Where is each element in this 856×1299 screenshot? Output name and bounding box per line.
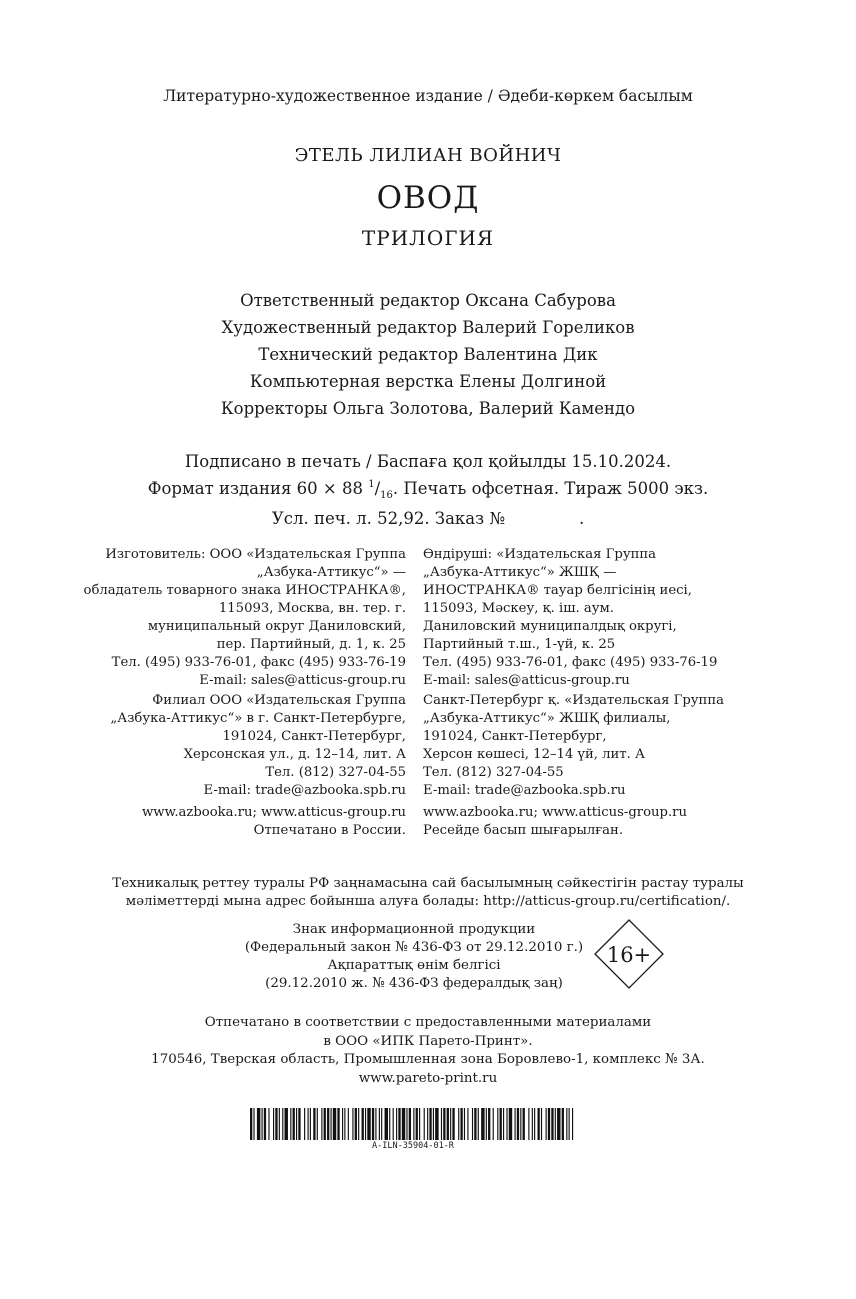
branch-ru-line: Филиал ООО «Издательская Группа — [152, 693, 406, 708]
barcode-bar — [500, 1108, 502, 1140]
barcode-bar — [331, 1108, 332, 1140]
manufacturer-kz-line: Партийный т.ш., 1-үй, к. 25 — [423, 637, 616, 652]
branch-ru — [0, 692, 406, 800]
branch-ru-line: Херсонская ул., д. 12–14, лит. А — [183, 747, 406, 762]
barcode-bar — [333, 1108, 336, 1140]
barcode-bar — [419, 1108, 420, 1140]
barcode-bar — [250, 1108, 252, 1140]
barcode-bar — [372, 1108, 374, 1140]
age-rating-badge — [594, 919, 664, 989]
branch-kz-line: Херсон көшесі, 12–14 үй, лит. А — [423, 747, 645, 762]
barcode-bar — [409, 1108, 411, 1140]
barcode-bar — [273, 1108, 274, 1140]
author-name: ЭТЕЛЬ ЛИЛИАН ВОЙНИЧ — [294, 145, 562, 166]
barcode-bar — [493, 1108, 494, 1140]
barcode-bar — [375, 1108, 376, 1140]
manufacturer-ru-email: E-mail: sales@atticus-group.ru — [199, 673, 406, 688]
manufacturer-kz-line: Тел. (495) 933-76-01, факс (495) 933-76-19 — [423, 655, 718, 670]
age-rating-text: 16+ — [606, 943, 652, 967]
manufacturer-ru-line: муниципальный округ Даниловский, — [147, 619, 406, 634]
barcode-bar — [427, 1108, 428, 1140]
barcode-bar — [478, 1108, 479, 1140]
manufacturer-ru-line: „Азбука-Аттикус“» — — [256, 565, 406, 580]
certification-line: мәліметтерді мына адрес бойынша алуға болады: http://atticus-group.ru/certification/. — [125, 894, 731, 909]
barcode-bar — [389, 1108, 390, 1140]
format-prefix: Формат издания 60 × 88 — [147, 479, 363, 498]
barcode-bar — [402, 1108, 405, 1140]
printer-block — [0, 1014, 856, 1088]
info-sign-line: Знак информационной продукции — [292, 922, 536, 937]
barcode-bar — [509, 1108, 512, 1140]
barcode-bar — [310, 1108, 311, 1140]
printer-line: в ООО «ИПК Парето-Принт». — [323, 1033, 533, 1049]
barcode-bar — [298, 1108, 300, 1140]
web-kz — [423, 804, 687, 840]
web-kz-links: www.azbooka.ru; www.atticus-group.ru — [423, 805, 687, 820]
barcode-bar — [385, 1108, 388, 1140]
barcode-bar — [443, 1108, 445, 1140]
manufacturer-kz-line: Өндіруші: «Издательская Группа — [423, 547, 657, 562]
barcode-bar — [548, 1108, 550, 1140]
barcode-bar — [447, 1108, 449, 1140]
barcode-bar — [532, 1108, 533, 1140]
barcode-bar — [324, 1108, 326, 1140]
credits-block — [0, 287, 856, 422]
barcode-bar — [406, 1108, 407, 1140]
barcode-bar — [520, 1108, 521, 1140]
barcode-bar — [253, 1108, 254, 1140]
barcode-bar — [264, 1108, 266, 1140]
manufacturer-kz-email: E-mail: sales@atticus-group.ru — [423, 673, 630, 688]
branch-kz-line: Санкт-Петербург қ. «Издательская Группа — [423, 693, 724, 708]
barcode-bar — [268, 1108, 269, 1140]
manufacturer-ru-line: Тел. (495) 933-76-01, факс (495) 933-76-19 — [111, 655, 406, 670]
branch-kz-line: „Азбука-Аттикус“» ЖШҚ филиалы, — [423, 711, 671, 726]
barcode-bar — [321, 1108, 322, 1140]
web-kz-printed: Ресейде басып шығарылған. — [423, 823, 624, 838]
barcode-bar — [566, 1108, 567, 1140]
barcode-bar — [460, 1108, 462, 1140]
branch-kz-email: E-mail: trade@azbooka.spb.ru — [423, 783, 626, 798]
barcode-bar — [433, 1108, 434, 1140]
barcode-bar — [528, 1108, 529, 1140]
printer-line: 170546, Тверская область, Промышленная зона Боровлево-1, комплекс № 3А. — [151, 1052, 705, 1067]
credit-line: Компьютерная верстка Елены Долгиной — [249, 372, 607, 391]
info-sign-line: (29.12.2010 ж. № 436-ФЗ федералдық заң) — [265, 976, 563, 991]
barcode-bar — [327, 1108, 329, 1140]
barcode-bar — [452, 1108, 454, 1140]
barcode-label: A-ILN-35904-01-R — [372, 1141, 454, 1151]
web-ru-links: www.azbooka.ru; www.atticus-group.ru — [142, 805, 406, 820]
manufacturer-ru-line: обладатель товарного знака ИНОСТРАНКА®, — [83, 583, 406, 598]
barcode-bar — [481, 1108, 484, 1140]
barcode-bar — [296, 1108, 297, 1140]
barcode-bar — [282, 1108, 283, 1140]
barcode-bar — [467, 1108, 468, 1140]
barcode-bar — [517, 1108, 519, 1140]
barcode-bar — [262, 1108, 263, 1140]
format-suffix: . Печать офсетная. Тираж 5000 экз. — [392, 479, 709, 498]
barcode-bar — [396, 1108, 397, 1140]
info-sign-line: Ақпараттық өнім белгісі — [327, 958, 501, 973]
branch-kz-line: Тел. (812) 327-04-55 — [423, 765, 564, 780]
barcode-bar — [572, 1108, 573, 1140]
printer-url: www.pareto-print.ru — [358, 1070, 498, 1086]
branch-kz-line: 191024, Санкт-Петербург, — [423, 729, 607, 744]
barcode-bar — [424, 1108, 425, 1140]
credit-line: Корректоры Ольга Золотова, Валерий Камендо — [220, 399, 636, 418]
print-info-block — [0, 450, 856, 530]
info-sign-line: (Федеральный закон № 436-ФЗ от 29.12.2010 г.) — [244, 940, 584, 955]
manufacturer-kz-line: 115093, Мәскеу, қ. іш. аум. — [423, 601, 614, 616]
barcode-bar — [313, 1108, 315, 1140]
format-frac-den: 16 — [380, 490, 393, 501]
barcode-bar — [515, 1108, 516, 1140]
barcode-bar — [257, 1108, 260, 1140]
barcode-bar — [503, 1108, 504, 1140]
barcode-bar — [458, 1108, 459, 1140]
barcode-bar — [304, 1108, 305, 1140]
barcode-bar — [348, 1108, 349, 1140]
credit-line: Технический редактор Валентина Дик — [258, 345, 598, 364]
sheets-line — [0, 507, 856, 530]
web-ru — [0, 804, 406, 840]
manufacturer-ru-line: 115093, Москва, вн. тер. г. — [218, 601, 406, 616]
barcode-bar — [344, 1108, 345, 1140]
barcode-bar — [362, 1108, 364, 1140]
format-frac-num: 1 — [368, 479, 375, 490]
barcode-bar — [562, 1108, 564, 1140]
barcode-bar — [523, 1108, 525, 1140]
barcode-bar — [474, 1108, 476, 1140]
barcode-bar — [381, 1108, 382, 1140]
barcode-bar — [472, 1108, 473, 1140]
barcode-bar — [279, 1108, 280, 1140]
certification-line: Техникалық реттеу туралы РФ заңнамасына сай басылымның сәйкестігін растау туралы — [112, 876, 744, 891]
barcode-bar — [290, 1108, 291, 1140]
sheets-text: Усл. печ. л. 52,92. Заказ № — [271, 509, 505, 528]
manufacturer-kz-line: „Азбука-Аттикус“» ЖШҚ — — [423, 565, 617, 580]
barcode-bar — [546, 1108, 547, 1140]
barcode-bar — [285, 1108, 288, 1140]
barcode-bar — [337, 1108, 339, 1140]
barcode-bar — [435, 1108, 438, 1140]
barcode-bar — [413, 1108, 414, 1140]
barcode — [250, 1108, 576, 1140]
branch-ru-line: 191024, Санкт-Петербург, — [222, 729, 406, 744]
barcode-bar — [393, 1108, 394, 1140]
barcode-bar — [534, 1108, 535, 1140]
manufacturer-ru — [0, 546, 406, 690]
book-title: ОВОД — [376, 180, 480, 216]
manufacturer-kz-line: ИНОСТРАНКА® тауар белгісінің иесі, — [423, 583, 692, 598]
series-line: Литературно-художественное издание / Әдеби-көркем басылым — [163, 87, 693, 105]
barcode-bar — [342, 1108, 343, 1140]
barcode-bar — [275, 1108, 277, 1140]
web-ru-printed: Отпечатано в России. — [253, 823, 406, 838]
barcode-bar — [293, 1108, 295, 1140]
branch-ru-line: „Азбука-Аттикус“» в г. Санкт-Петербурге, — [110, 711, 406, 726]
manufacturer-kz-line: Даниловский муниципалдық округі, — [423, 619, 677, 634]
barcode-bar — [506, 1108, 507, 1140]
info-sign-block — [0, 921, 828, 993]
sheets-end: . — [578, 509, 585, 528]
barcode-bar — [379, 1108, 380, 1140]
format-line — [0, 473, 856, 507]
barcode-bar — [538, 1108, 540, 1140]
barcode-bar — [464, 1108, 465, 1140]
barcode-bar — [355, 1108, 357, 1140]
barcode-bar — [416, 1108, 418, 1140]
barcode-bar — [308, 1108, 309, 1140]
barcode-bar — [450, 1108, 451, 1140]
barcode-bar — [367, 1108, 370, 1140]
barcode-bar — [557, 1108, 560, 1140]
barcode-bar — [551, 1108, 553, 1140]
book-subtitle: ТРИЛОГИЯ — [361, 226, 495, 250]
barcode-bar — [555, 1108, 556, 1140]
barcode-bar — [486, 1108, 487, 1140]
signed-line: Подписано в печать / Баспаға қол қойылды 15.10.2024. — [184, 452, 672, 471]
barcode-bar — [569, 1108, 570, 1140]
certification-note — [0, 875, 856, 911]
branch-ru-email: E-mail: trade@azbooka.spb.ru — [203, 783, 406, 798]
manufacturer-ru-line: Изготовитель: ООО «Издательская Группа — [105, 547, 406, 562]
branch-kz — [423, 692, 724, 800]
barcode-bar — [358, 1108, 359, 1140]
barcode-bar — [488, 1108, 490, 1140]
branch-ru-line: Тел. (812) 327-04-55 — [265, 765, 406, 780]
barcode-bar — [497, 1108, 498, 1140]
barcode-bar — [352, 1108, 353, 1140]
credit-line: Художественный редактор Валерий Гореликов — [221, 318, 635, 337]
printer-line: Отпечатано в соответствии с предоставленными материалами — [204, 1015, 652, 1030]
barcode-bar — [317, 1108, 318, 1140]
barcode-bar — [365, 1108, 366, 1140]
barcode-bar — [398, 1108, 400, 1140]
format-frac-sep: / — [374, 479, 381, 498]
manufacturer-ru-line: пер. Партийный, д. 1, к. 25 — [216, 637, 406, 652]
manufacturer-kz — [423, 546, 717, 690]
barcode-bar — [441, 1108, 442, 1140]
credit-line: Ответственный редактор Оксана Сабурова — [240, 291, 616, 310]
barcode-bar — [429, 1108, 431, 1140]
barcode-bar — [541, 1108, 542, 1140]
